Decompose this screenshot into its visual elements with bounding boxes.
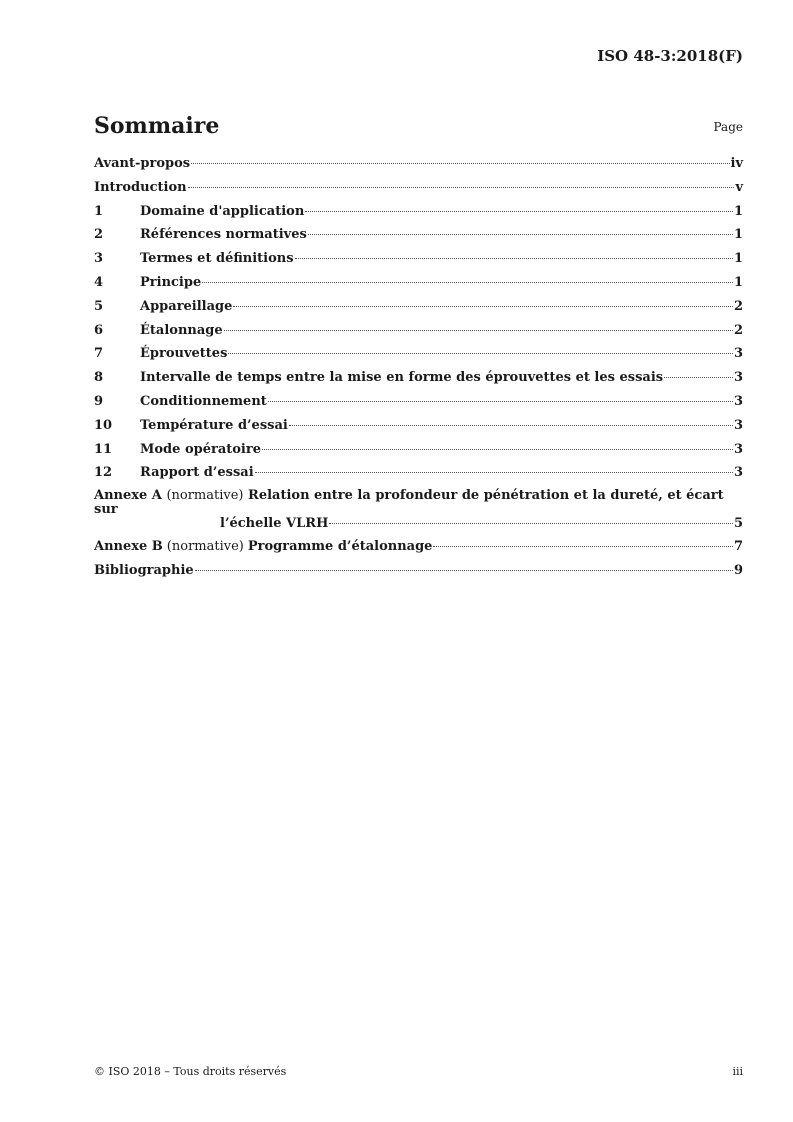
toc-entry-avant-propos[interactable] [94,156,743,172]
toc-entry-number: 9 [94,393,104,409]
toc-entry-number: 11 [94,441,113,457]
toc-entry-number: 1 [94,203,104,219]
dot-leader [268,401,733,402]
dot-leader [295,258,733,259]
toc-entry-label: Appareillage [140,298,233,314]
annex-b-prefix: Annexe B [94,538,163,554]
toc-entry-3[interactable] [94,251,743,267]
toc-entry-5[interactable] [94,299,743,315]
toc-entry-bibliography[interactable] [94,563,743,579]
toc-entry-annex-b[interactable] [94,539,743,555]
annex-a-normative: (normative) [166,488,244,504]
toc-entry-page: 3 [733,417,743,433]
dot-leader [228,353,733,354]
toc-entry-label: Température d’essai [140,417,288,433]
toc-entry-8[interactable] [94,370,743,386]
toc-entry-page: 1 [733,227,743,243]
dot-leader [202,282,733,283]
dot-leader [329,523,733,524]
toc-entry-number: 7 [94,346,104,362]
toc-entry-10[interactable] [94,418,743,434]
toc-entry-page: 3 [733,441,743,457]
toc-entry-label: Termes et définitions [140,251,294,267]
footer-copyright: © ISO 2018 – Tous droits réservés [94,1065,287,1078]
toc-entry-6[interactable] [94,323,743,339]
toc-entry-page: 3 [733,393,743,409]
dot-leader [233,306,733,307]
dot-leader [191,163,729,164]
dot-leader [664,377,733,378]
toc-entry-number: 5 [94,298,104,314]
toc-entry-page: 2 [733,322,743,338]
toc-entry-page: 3 [733,465,743,481]
toc-entry-number: 6 [94,322,104,338]
toc-entry-label: Introduction [94,179,187,195]
toc-entry-page: 1 [733,203,743,219]
toc-entry-label: Avant-propos [94,156,191,171]
toc-entry-1[interactable] [94,204,743,220]
toc-entry-label: Mode opératoire [140,441,261,457]
annex-a-prefix: Annexe A [94,488,162,504]
toc-entry-page: 2 [733,298,743,314]
annex-b-page: 7 [733,538,743,554]
annex-a-page: 5 [733,516,743,532]
toc-entry-11[interactable] [94,442,743,458]
toc-entry-label: Conditionnement [140,393,267,409]
page-title: Sommaire [94,113,220,139]
toc-entry-annex-a[interactable] [94,489,743,531]
table-of-contents [94,156,743,587]
dot-leader [255,472,733,473]
dot-leader [308,234,733,235]
toc-entry-label: Références normatives [140,227,307,243]
toc-entry-page: 1 [733,251,743,267]
toc-entry-page: 1 [733,274,743,290]
toc-entry-page: iv [730,156,743,171]
toc-entry-7[interactable] [94,346,743,362]
toc-entry-label: Étalonnage [140,322,223,338]
annex-b-normative: (normative) [166,538,244,554]
document-id: ISO 48-3:2018(F) [597,47,743,65]
bibliography-page: 9 [733,562,743,578]
toc-entry-label: Intervalle de temps entre la mise en forme des éprouvettes et les essais [140,370,664,386]
toc-entry-page: 3 [733,346,743,362]
dot-leader [262,449,733,450]
toc-entry-label: Éprouvettes [140,346,228,362]
toc-entry-page: v [735,179,743,195]
annex-a-line1 [94,489,743,517]
dot-leader [224,330,733,331]
toc-entry-number: 12 [94,465,113,481]
toc-entry-page: 3 [733,370,743,386]
dot-leader [433,546,733,547]
dot-leader [289,425,733,426]
toc-entry-number: 10 [94,417,113,433]
toc-entry-number: 4 [94,274,104,290]
toc-entry-label: Principe [140,274,202,290]
annex-a-line2 [94,517,743,531]
toc-entry-2[interactable] [94,227,743,243]
annex-a-title-line1: Relation entre la profondeur de pénétration et la dureté, et écart sur [94,488,724,518]
toc-entry-number: 2 [94,227,104,243]
toc-entry-9[interactable] [94,394,743,410]
toc-entry-introduction[interactable] [94,180,743,196]
toc-entry-label: Domaine d'application [140,203,305,219]
annex-a-title-line2: l’échelle VLRH [220,516,329,532]
dot-leader [188,187,735,188]
title-row [94,113,743,141]
toc-entry-number: 8 [94,370,104,386]
page-column-label: Page [713,120,743,134]
bibliography-label: Bibliographie [94,562,194,578]
annex-b-title: Programme d’étalonnage [247,538,433,554]
footer-page-number: iii [732,1065,743,1078]
toc-entry-label: Rapport d’essai [140,465,254,481]
toc-entry-number: 3 [94,251,104,267]
toc-entry-12[interactable] [94,465,743,481]
dot-leader [305,211,733,212]
dot-leader [195,570,733,571]
toc-entry-4[interactable] [94,275,743,291]
